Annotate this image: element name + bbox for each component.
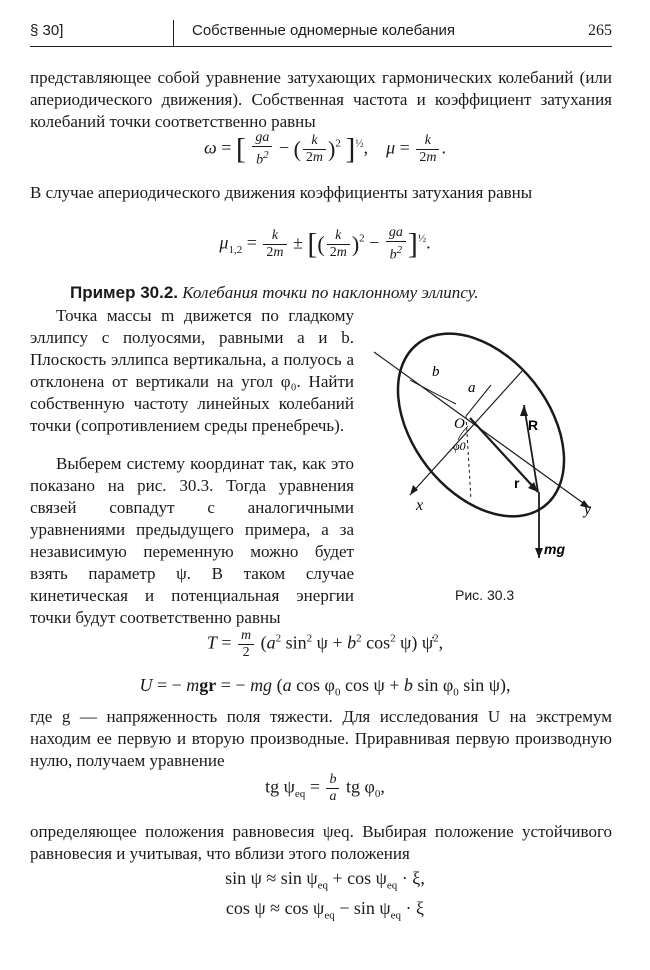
figure-label-x: x [416, 497, 424, 514]
formula-omega-mu: ω = [ $\frac{ga}{b^2}$ − ( $\frac{k}{2m}$ )$^2$ ]$^{\frac{1}{2}}$, μ = $\frac{k}{2m}$ . [204, 130, 446, 168]
page-number: 265 [588, 22, 612, 39]
example-heading: Пример 30.2. Колебания точки по наклонному эллипсу. [70, 283, 479, 302]
ellipse-curve [364, 330, 598, 548]
figure-label-a: a [468, 380, 476, 396]
chapter-title: Собственные одномерные колебания [192, 22, 455, 39]
formula-U: U = − mgr = − mg (a $\cos \varphi_0$ cos ψ + b $\sin \varphi_0$ sin ψ), [139, 675, 511, 699]
figure-label-R: R [528, 417, 539, 433]
figure-label-O: O [454, 416, 465, 432]
section-number: § 30] [30, 22, 64, 39]
x-axis-arrow [410, 485, 418, 495]
figure-label-phi0: φ0 [453, 439, 466, 453]
mg-vector-arrow [535, 548, 543, 558]
formula-sin: $\sin \psi \approx \sin \psi_{eq} + \cos \psi_{eq} \cdot \xi$, [225, 868, 425, 892]
paragraph-3: Точка массы m движется по гладкому эллипсу с полуосями, равными a и b. Плоскость эллипса вертикальна, а полуось a отклонена от вертикали на угол φ₀. Найти собственную частоту линейных колебаний точки (сопротивлением среды пренебречь). [30, 306, 354, 435]
paragraph-4: Выберем систему координат так, как это показано на рис. 30.3. Тогда уравнения связей совпадут с аналогичными уравнениями предыдущего примера, а за независимую переменную можно будет взять параметр ψ. В таком случае кинетическая и потенциальная энергии точки будут соответственно равны [30, 454, 354, 627]
paragraph-2: В случае апериодического движения коэффициенты затухания равны [30, 183, 533, 202]
figure-label-b: b [432, 364, 440, 380]
header-divider [173, 20, 174, 46]
figure-label-mg: mg [544, 541, 565, 557]
paragraph-1: представляющее собой уравнение затухающих гармонических колебаний (или апериодического движения). Собственная частота и коэффициент затухания колебаний точки соответственно равны [30, 68, 612, 131]
paragraph-5: где g — напряженность поля тяжести. Для исследования U на экстремум находим ее первую и вторую производные. Приравнивая первую производную нулю, получаем уравнение [30, 707, 612, 770]
figure-ellipse [358, 330, 618, 590]
figure-label-y: y [584, 501, 592, 518]
formula-cos: $\cos \psi \approx \cos \psi_{eq} - \sin \psi_{eq} \cdot \xi$ [225, 898, 425, 922]
b-brace [410, 380, 456, 404]
running-header [30, 20, 612, 47]
formula-tg: tg $\psi_{eq}$ = $\frac{b}{a}$ tg $\varphi_0$, [265, 772, 385, 804]
formula-mu12: $\mu_{1,2}$ = $\frac{k}{2m}$ ± [( $\frac{k}{2m}$ )$^2$ − $\frac{ga}{b^2}$ ]$^{\frac{1}{2}}$. [219, 225, 431, 263]
formula-T: T = $\frac{m}{2}$ ($a^2$ $\sin^2 \psi + b^2$ $\cos^2 \psi$) ψ̇$^2$, [206, 628, 444, 660]
R-vector-arrow [520, 405, 528, 416]
figure-caption: Рис. 30.3 [455, 587, 515, 603]
paragraph-6: определяющее положения равновесия ψeq. Выбирая положение устойчивого равновесия и учитывая, что вблизи этого положения [30, 822, 612, 863]
figure-label-r: r [514, 475, 520, 491]
